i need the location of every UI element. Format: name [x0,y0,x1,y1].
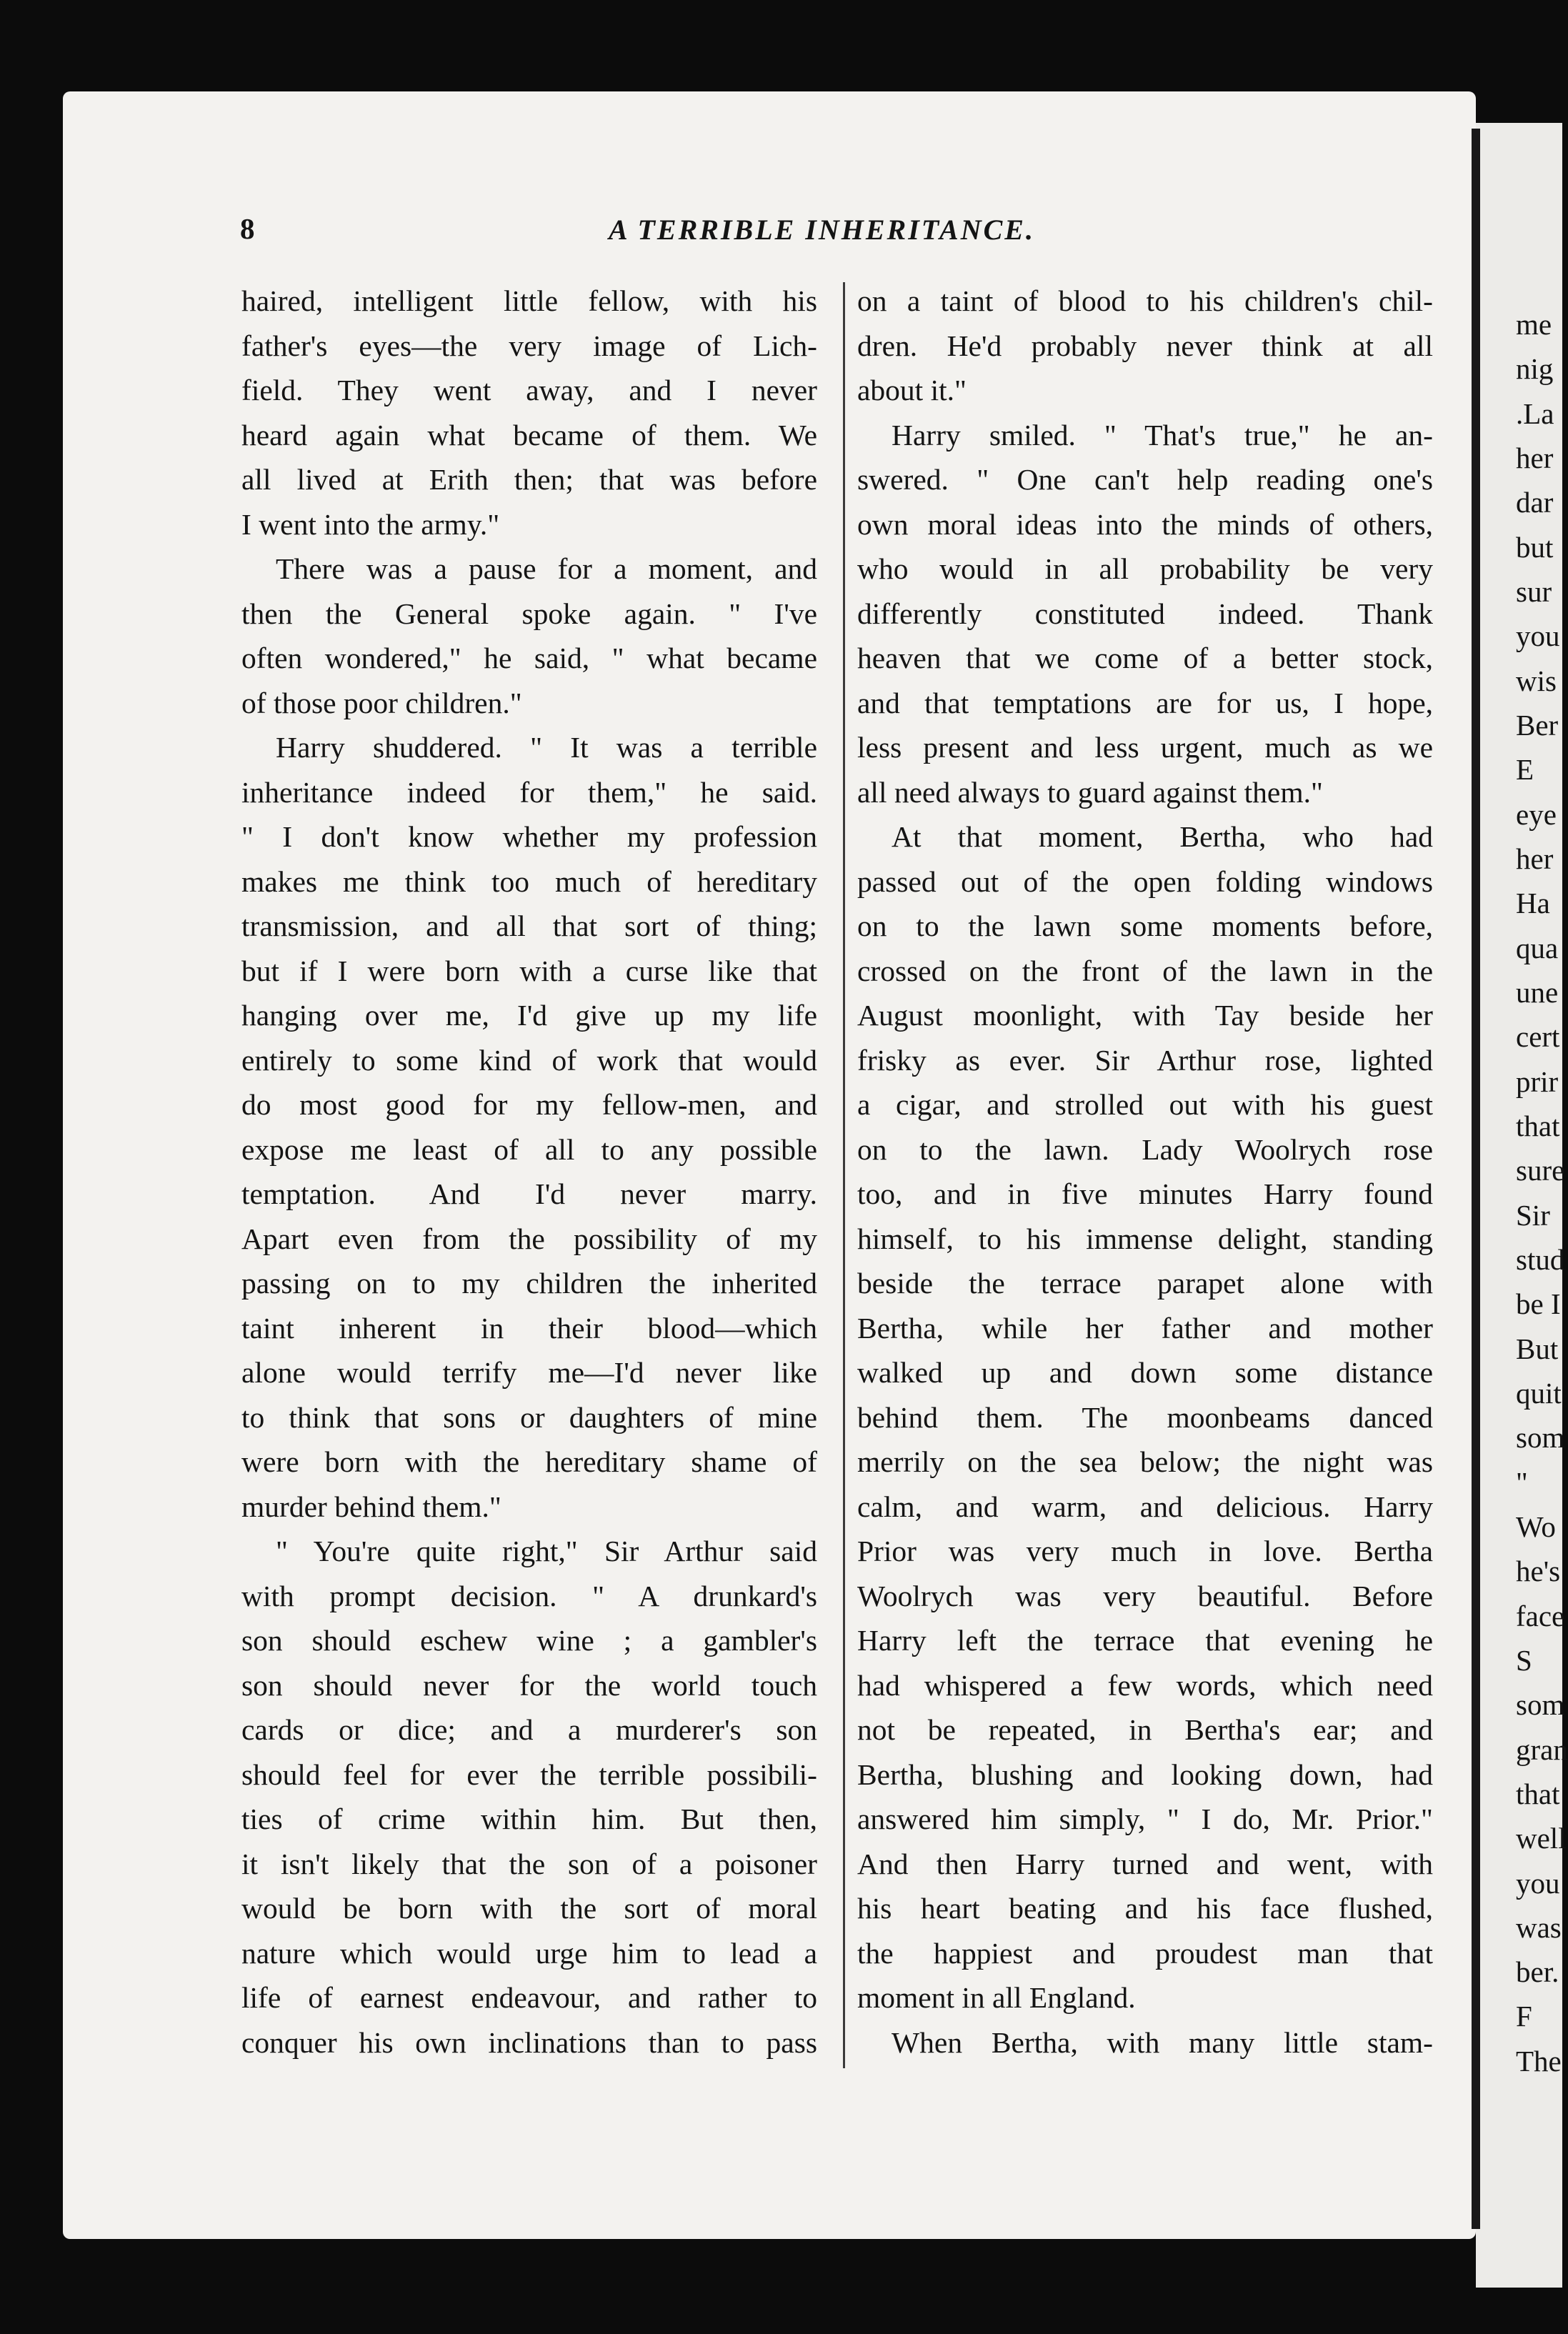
text-line: a cigar, and strolled out with his guest [857,1088,1433,1121]
text-line: often wondered," he said, " what became [241,642,817,674]
text-line: swered. " One can't help reading one's [857,463,1433,496]
text-line: hanging over me, I'd give up my life [241,999,817,1032]
text-line: I went into the army." [241,507,500,541]
page-binding-shadow [1472,129,1480,2229]
facing-page-fragment: was [1516,1911,1562,1944]
text-line: on to the lawn some moments before, [857,909,1433,942]
text-line: calm, and warm, and delicious. Harry [857,1490,1433,1523]
facing-page-fragment: But [1516,1332,1559,1365]
facing-page-fragment: The [1516,2045,1562,2078]
facing-page-fragment: dar [1516,486,1554,519]
facing-page-fragment: " [1516,1466,1528,1499]
text-line: Bertha, while her father and mother [857,1311,1433,1345]
facing-page-fragment: but [1516,531,1554,564]
facing-page-fragment: cert [1516,1020,1560,1053]
text-line: answered him simply, " I do, Mr. Prior." [857,1802,1433,1835]
text-line: Apart even from the possibility of my [241,1222,817,1255]
text-line: Woolrych was very beautiful. Before [857,1579,1433,1612]
text-line: too, and in five minutes Harry found [857,1177,1433,1210]
facing-page-fragment: qua [1516,932,1559,964]
text-line: the happiest and proudest man that [857,1936,1433,1970]
text-line: passed out of the open folding windows [857,864,1433,898]
facing-page-fragment: you [1516,1867,1560,1900]
text-line: but if I were born with a curse like that [241,954,817,987]
text-line: walked up and down some distance [857,1356,1433,1389]
text-line: cards or dice; and a murderer's son [241,1713,817,1746]
facing-page-fragment: her [1516,442,1554,474]
text-line: taint inherent in their blood—which [241,1311,817,1345]
text-line: of those poor children." [241,686,522,719]
text-line: with prompt decision. " A drunkard's [241,1579,817,1612]
facing-page-fragment: he's [1516,1555,1561,1587]
facing-page-fragment: stud [1516,1243,1565,1276]
text-line: Harry shuddered. " It was a terrible [276,731,817,764]
facing-page-fragment: face [1516,1600,1565,1632]
text-line: ties of crime within him. But then, [241,1802,817,1835]
text-line: merrily on the sea below; the night was [857,1445,1433,1478]
text-line: heaven that we come of a better stock, [857,642,1433,674]
right-text-column [857,279,1433,2065]
text-line: life of earnest endeavour, and rather to [241,1981,817,2014]
running-title: A TERRIBLE INHERITANCE. [609,214,1035,246]
facing-page-fragment: .La [1516,397,1554,430]
text-line: Harry left the terrace that evening he [857,1624,1433,1657]
text-line: There was a pause for a moment, and [276,552,817,585]
text-line: transmission, and all that sort of thing; [241,909,817,942]
text-line: less present and less urgent, much as we [857,731,1433,764]
text-line: inheritance indeed for them," he said. [241,775,817,809]
facing-page-fragment: eye [1516,798,1557,831]
text-line: haired, intelligent little fellow, with his [241,284,817,317]
text-line: expose me least of all to any possible [241,1132,817,1166]
text-line: When Bertha, with many little stam- [892,2025,1433,2059]
facing-page-fragment: S [1516,1644,1532,1677]
text-line: behind them. The moonbeams danced [857,1400,1433,1434]
text-line: crossed on the front of the lawn in the [857,954,1433,987]
facing-page-fragment: that [1516,1109,1560,1142]
text-line: son should eschew wine ; a gambler's [241,1624,817,1657]
text-line: had whispered a few words, which need [857,1668,1433,1702]
facing-page-fragment: som [1516,1421,1565,1454]
text-line: it isn't likely that the son of a poisoner [241,1847,817,1880]
facing-page-fragment: Ha [1516,887,1550,919]
text-line: At that moment, Bertha, who had [892,820,1433,853]
text-line: on to the lawn. Lady Woolrych rose [857,1132,1433,1166]
text-line: beside the terrace parapet alone with [857,1267,1433,1300]
facing-page-fragment: quit [1516,1377,1562,1410]
text-line: " You're quite right," Sir Arthur said [276,1535,817,1567]
text-line: and that temptations are for us, I hope, [857,686,1433,719]
facing-page-fragment: wis [1516,664,1557,697]
text-line: differently constituted indeed. Thank [857,597,1433,630]
text-line: should feel for ever the terrible possibili- [241,1757,817,1791]
text-line: son should never for the world touch [241,1668,817,1702]
text-line: on a taint of blood to his children's chil- [857,284,1433,317]
facing-page-fragment: sur [1516,575,1552,608]
text-line: heard again what became of them. We [241,418,817,452]
facing-page-fragment: Wo [1516,1510,1556,1543]
text-line: father's eyes—the very image of Lich- [241,329,817,362]
facing-page-fragment: ber. [1516,1955,1559,1988]
text-line: murder behind them." [241,1490,501,1523]
facing-page-fragment: you [1516,619,1560,652]
text-line: alone would terrify me—I'd never like [241,1356,817,1389]
text-line: frisky as ever. Sir Arthur rose, lighted [857,1043,1433,1077]
text-line: makes me think too much of hereditary [241,864,817,898]
facing-page-fragment: me [1516,308,1552,341]
text-line: August moonlight, with Tay beside her [857,999,1433,1032]
text-line: not be repeated, in Bertha's ear; and [857,1713,1433,1746]
text-line: own moral ideas into the minds of others, [857,507,1433,541]
facing-page-fragment: her [1516,842,1554,875]
text-line: were born with the hereditary shame of [241,1445,817,1478]
facing-page-fragment: une [1516,976,1559,1009]
facing-page-fragment: that [1516,1777,1560,1810]
column-divider [843,282,845,2068]
text-line: Prior was very much in love. Bertha [857,1535,1433,1567]
text-line: Harry smiled. " That's true," he an- [892,418,1433,452]
text-line: do most good for my fellow-men, and [241,1088,817,1121]
facing-page-fragment: E [1516,753,1534,786]
page-number: 8 [240,212,255,245]
text-line: all need always to guard against them." [857,775,1323,809]
text-line: himself, to his immense delight, standing [857,1222,1433,1255]
text-line: passing on to my children the inherited [241,1267,817,1300]
facing-page-fragment: som [1516,1688,1565,1721]
text-line: entirely to some kind of work that would [241,1043,817,1077]
text-line: Bertha, blushing and looking down, had [857,1757,1433,1791]
text-line: then the General spoke again. " I've [241,597,817,630]
text-line: moment in all England. [857,1981,1136,2014]
facing-page-fragment: be I [1516,1287,1561,1320]
text-line: his heart beating and his face flushed, [857,1892,1433,1925]
text-line: nature which would urge him to lead a [241,1936,817,1970]
text-line: who would in all probability be very [857,552,1433,585]
text-line: dren. He'd probably never think at all [857,329,1433,362]
left-text-column [241,279,817,2065]
text-line: all lived at Erith then; that was before [241,463,817,496]
facing-page-fragment: prir [1516,1065,1559,1098]
text-line: would be born with the sort of moral [241,1892,817,1925]
text-line: about it." [857,374,967,407]
text-line: " I don't know whether my profession [241,820,817,853]
facing-page-fragment: Sir [1516,1199,1550,1232]
facing-page-fragment: Ber [1516,709,1559,742]
text-line: temptation. And I'd never marry. [241,1177,817,1210]
facing-page-fragment: well [1516,1822,1567,1855]
facing-page-fragment: sure [1516,1154,1565,1187]
facing-page-fragment: nig [1516,352,1554,385]
facing-page-fragment: gran [1516,1733,1568,1766]
text-line: to think that sons or daughters of mine [241,1400,817,1434]
text-line: And then Harry turned and went, with [857,1847,1433,1880]
text-line: field. They went away, and I never [241,374,817,407]
text-line: conquer his own inclinations than to pass [241,2025,817,2059]
facing-page-fragment: F [1516,2000,1532,2033]
